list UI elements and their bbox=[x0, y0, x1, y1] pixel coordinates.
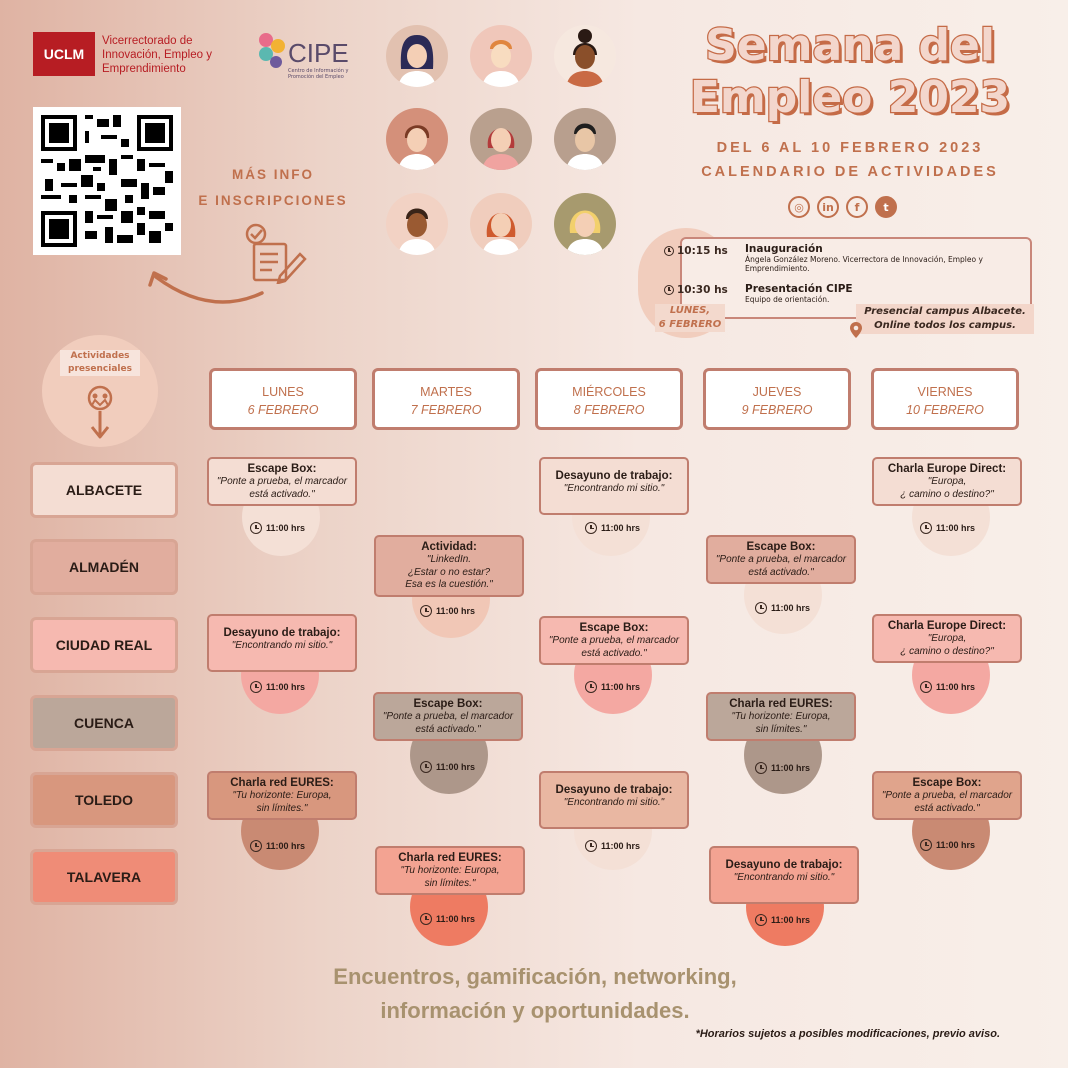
clock-icon bbox=[585, 840, 597, 852]
event-card[interactable]: Desayuno de trabajo: "Encontrando mi sitio." bbox=[207, 614, 357, 672]
tagline: Encuentros, gamificación, networking, información y oportunidades. bbox=[333, 964, 737, 1023]
twitter-icon[interactable]: t bbox=[875, 196, 897, 218]
avatar bbox=[470, 108, 532, 170]
event-card[interactable]: Charla red EURES: "Tu horizonte: Europa, sin límites." bbox=[375, 846, 525, 895]
uclm-department: Vicerrectorado de Innovación, Empleo y Emprendimiento bbox=[102, 35, 212, 75]
event-card[interactable]: Charla Europe Direct: "Europa, ¿ camino o destino?" bbox=[872, 614, 1022, 663]
event-time: 11:00 hrs bbox=[920, 522, 975, 534]
event-time: 11:00 hrs bbox=[420, 761, 475, 773]
day-header-thursday: JUEVES 9 FEBRERO bbox=[703, 368, 851, 430]
avatar bbox=[554, 25, 616, 87]
opening-time-2: 10:30 hs bbox=[664, 284, 728, 296]
avatar bbox=[470, 25, 532, 87]
clock-icon bbox=[755, 602, 767, 614]
clock-icon bbox=[585, 681, 597, 693]
event-time: 11:00 hrs bbox=[585, 522, 640, 534]
facebook-icon[interactable]: f bbox=[846, 196, 868, 218]
event-time: 11:00 hrs bbox=[920, 839, 975, 851]
city-cuenca: CUENCA bbox=[30, 695, 178, 751]
clock-icon bbox=[420, 761, 432, 773]
avatar bbox=[386, 193, 448, 255]
footnote: *Horarios sujetos a posibles modificaciones, previo aviso. bbox=[695, 1028, 1000, 1040]
clock-icon bbox=[250, 522, 262, 534]
cipe-mark-icon bbox=[254, 30, 288, 80]
clock-icon bbox=[585, 522, 597, 534]
city-albacete: ALBACETE bbox=[30, 462, 178, 518]
clock-icon bbox=[250, 681, 262, 693]
event-time: 11:00 hrs bbox=[755, 914, 810, 926]
instagram-icon[interactable]: ◎ bbox=[788, 196, 810, 218]
event-time: 11:00 hrs bbox=[250, 681, 305, 693]
qr-code-icon bbox=[33, 107, 181, 255]
event-time: 11:00 hrs bbox=[420, 913, 475, 925]
location-arrow-icon bbox=[82, 385, 118, 440]
event-card[interactable]: Desayuno de trabajo: "Encontrando mi sitio." bbox=[539, 457, 689, 515]
avatar bbox=[554, 193, 616, 255]
clock-icon bbox=[920, 681, 932, 693]
event-card[interactable]: Escape Box: "Ponte a prueba, el marcador está activado." bbox=[207, 457, 357, 506]
clock-icon bbox=[664, 246, 674, 256]
linkedin-icon[interactable]: in bbox=[817, 196, 839, 218]
clock-icon bbox=[420, 913, 432, 925]
event-time: 11:00 hrs bbox=[755, 762, 810, 774]
avatar bbox=[386, 25, 448, 87]
activities-label: Actividades presenciales bbox=[60, 350, 140, 376]
event-card[interactable]: Desayuno de trabajo: "Encontrando mi sitio." bbox=[539, 771, 689, 829]
clock-icon bbox=[755, 762, 767, 774]
event-time: 11:00 hrs bbox=[420, 605, 475, 617]
event-card[interactable]: Charla Europe Direct: "Europa, ¿ camino o destino?" bbox=[872, 457, 1022, 506]
opening-time-1: 10:15 hs bbox=[664, 245, 728, 257]
avatar bbox=[386, 108, 448, 170]
event-card[interactable]: Desayuno de trabajo: "Encontrando mi sitio." bbox=[709, 846, 859, 904]
avatar bbox=[554, 108, 616, 170]
opening-day-label: LUNES, 6 FEBRERO bbox=[655, 304, 725, 332]
uclm-logo: UCLM bbox=[33, 32, 95, 76]
event-dates: DEL 6 AL 10 FEBRERO 2023 CALENDARIO DE ACTIVIDADES bbox=[701, 140, 999, 180]
event-card[interactable]: Charla red EURES: "Tu horizonte: Europa, sin límites." bbox=[207, 771, 357, 820]
event-card[interactable]: Escape Box: "Ponte a prueba, el marcador está activado." bbox=[373, 692, 523, 741]
city-ciudad-real: CIUDAD REAL bbox=[30, 617, 178, 673]
event-card[interactable]: Escape Box: "Ponte a prueba, el marcador está activado." bbox=[872, 771, 1022, 820]
city-almaden: ALMADÉN bbox=[30, 539, 178, 595]
event-card[interactable]: Actividad: "LinkedIn. ¿Estar o no estar? Esa es la cuestión." bbox=[374, 535, 524, 597]
day-header-wednesday: MIÉRCOLES 8 FEBRERO bbox=[535, 368, 683, 430]
qr-code[interactable] bbox=[33, 107, 181, 255]
social-links bbox=[788, 196, 897, 218]
day-header-tuesday: MARTES 7 FEBRERO bbox=[372, 368, 520, 430]
city-toledo: TOLEDO bbox=[30, 772, 178, 828]
opening-location: Presencial campus Albacete. Online todos los campus. bbox=[856, 304, 1034, 334]
event-card[interactable]: Charla red EURES: "Tu horizonte: Europa, sin límites." bbox=[706, 692, 856, 741]
day-header-monday: LUNES 6 FEBRERO bbox=[209, 368, 357, 430]
page-title: Semana del Empleo 2023 bbox=[689, 20, 1011, 123]
clock-icon bbox=[755, 914, 767, 926]
clock-icon bbox=[920, 522, 932, 534]
city-talavera: TALAVERA bbox=[30, 849, 178, 905]
clock-icon bbox=[250, 840, 262, 852]
clock-icon bbox=[420, 605, 432, 617]
event-time: 11:00 hrs bbox=[250, 840, 305, 852]
event-card[interactable]: Escape Box: "Ponte a prueba, el marcador está activado." bbox=[706, 535, 856, 584]
clock-icon bbox=[920, 839, 932, 851]
day-header-friday: VIERNES 10 FEBRERO bbox=[871, 368, 1019, 430]
avatar bbox=[470, 193, 532, 255]
event-time: 11:00 hrs bbox=[250, 522, 305, 534]
cipe-logo: CIPE Centro de Información y Promoción del Empleo bbox=[254, 30, 354, 90]
location-pin-icon bbox=[850, 322, 862, 338]
clock-icon bbox=[664, 285, 674, 295]
event-time: 11:00 hrs bbox=[755, 602, 810, 614]
curved-arrow-icon bbox=[140, 255, 270, 315]
more-info-label: MÁS INFO E INSCRIPCIONES bbox=[198, 167, 348, 208]
opening-event-1: Inauguración Ángela González Moreno. Vicerrectora de Innovación, Empleo y Emprendimiento. bbox=[745, 243, 983, 273]
event-time: 11:00 hrs bbox=[585, 840, 640, 852]
event-card[interactable]: Escape Box: "Ponte a prueba, el marcador está activado." bbox=[539, 616, 689, 665]
event-time: 11:00 hrs bbox=[920, 681, 975, 693]
event-time: 11:00 hrs bbox=[585, 681, 640, 693]
opening-event-2: Presentación CIPE Equipo de orientación. bbox=[745, 283, 853, 304]
